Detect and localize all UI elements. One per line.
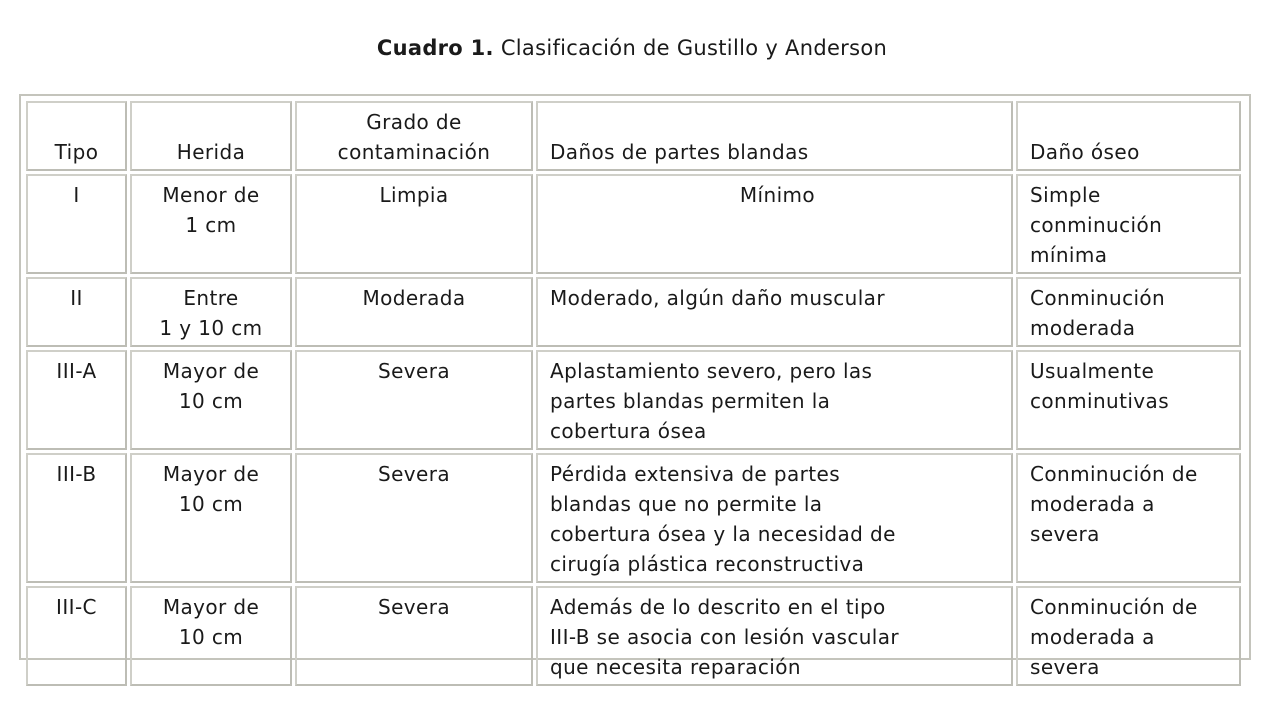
cell-grado: Severa bbox=[295, 350, 533, 450]
cell-grado: Moderada bbox=[295, 277, 533, 347]
cell-herida: Mayor de 10 cm bbox=[130, 350, 292, 450]
header-danos-partes-blandas: Daños de partes blandas bbox=[536, 101, 1013, 171]
cell-dano-oseo: Usualmente conminutivas bbox=[1016, 350, 1241, 450]
cell-herida: Entre 1 y 10 cm bbox=[130, 277, 292, 347]
table-row bbox=[26, 174, 1241, 274]
cell-grado: Severa bbox=[295, 453, 533, 583]
header-herida: Herida bbox=[130, 101, 292, 171]
header-dano-oseo: Daño óseo bbox=[1016, 101, 1241, 171]
caption-title: Clasificación de Gustillo y Anderson bbox=[500, 36, 888, 60]
cell-herida: Mayor de 10 cm bbox=[130, 586, 292, 686]
cell-dano-oseo: Conminución de moderada a severa bbox=[1016, 453, 1241, 583]
cell-herida: Mayor de 10 cm bbox=[130, 453, 292, 583]
cell-danos: Pérdida extensiva de partes blandas que no permite la cobertura ósea y la necesidad de cirugía plástica reconstructiva bbox=[536, 453, 1013, 583]
classification-table bbox=[23, 98, 1244, 689]
cell-dano-oseo: Simple conminución mínima bbox=[1016, 174, 1241, 274]
cell-danos: Aplastamiento severo, pero las partes blandas permiten la cobertura ósea bbox=[536, 350, 1013, 450]
cell-danos: Además de lo descrito en el tipo III-B se asocia con lesión vascular que necesita reparación bbox=[536, 586, 1013, 686]
cell-tipo: II bbox=[26, 277, 127, 347]
header-grado-contaminacion: Grado de contaminación bbox=[295, 101, 533, 171]
cell-herida: Menor de 1 cm bbox=[130, 174, 292, 274]
cell-danos: Moderado, algún daño muscular bbox=[536, 277, 1013, 347]
cell-tipo: III-A bbox=[26, 350, 127, 450]
table-header-row bbox=[26, 101, 1241, 171]
header-tipo: Tipo bbox=[26, 101, 127, 171]
cell-tipo: III-B bbox=[26, 453, 127, 583]
table-caption bbox=[0, 36, 1264, 60]
cell-dano-oseo: Conminución moderada bbox=[1016, 277, 1241, 347]
table-row bbox=[26, 586, 1241, 686]
table-row bbox=[26, 277, 1241, 347]
table-row bbox=[26, 453, 1241, 583]
classification-table-frame bbox=[19, 94, 1251, 679]
cell-danos: Mínimo bbox=[536, 174, 1013, 274]
cell-grado: Severa bbox=[295, 586, 533, 686]
cell-tipo: I bbox=[26, 174, 127, 274]
cell-dano-oseo: Conminución de moderada a severa bbox=[1016, 586, 1241, 686]
cell-tipo: III-C bbox=[26, 586, 127, 686]
cell-grado: Limpia bbox=[295, 174, 533, 274]
table-row bbox=[26, 350, 1241, 450]
caption-label: Cuadro 1. bbox=[376, 36, 494, 60]
